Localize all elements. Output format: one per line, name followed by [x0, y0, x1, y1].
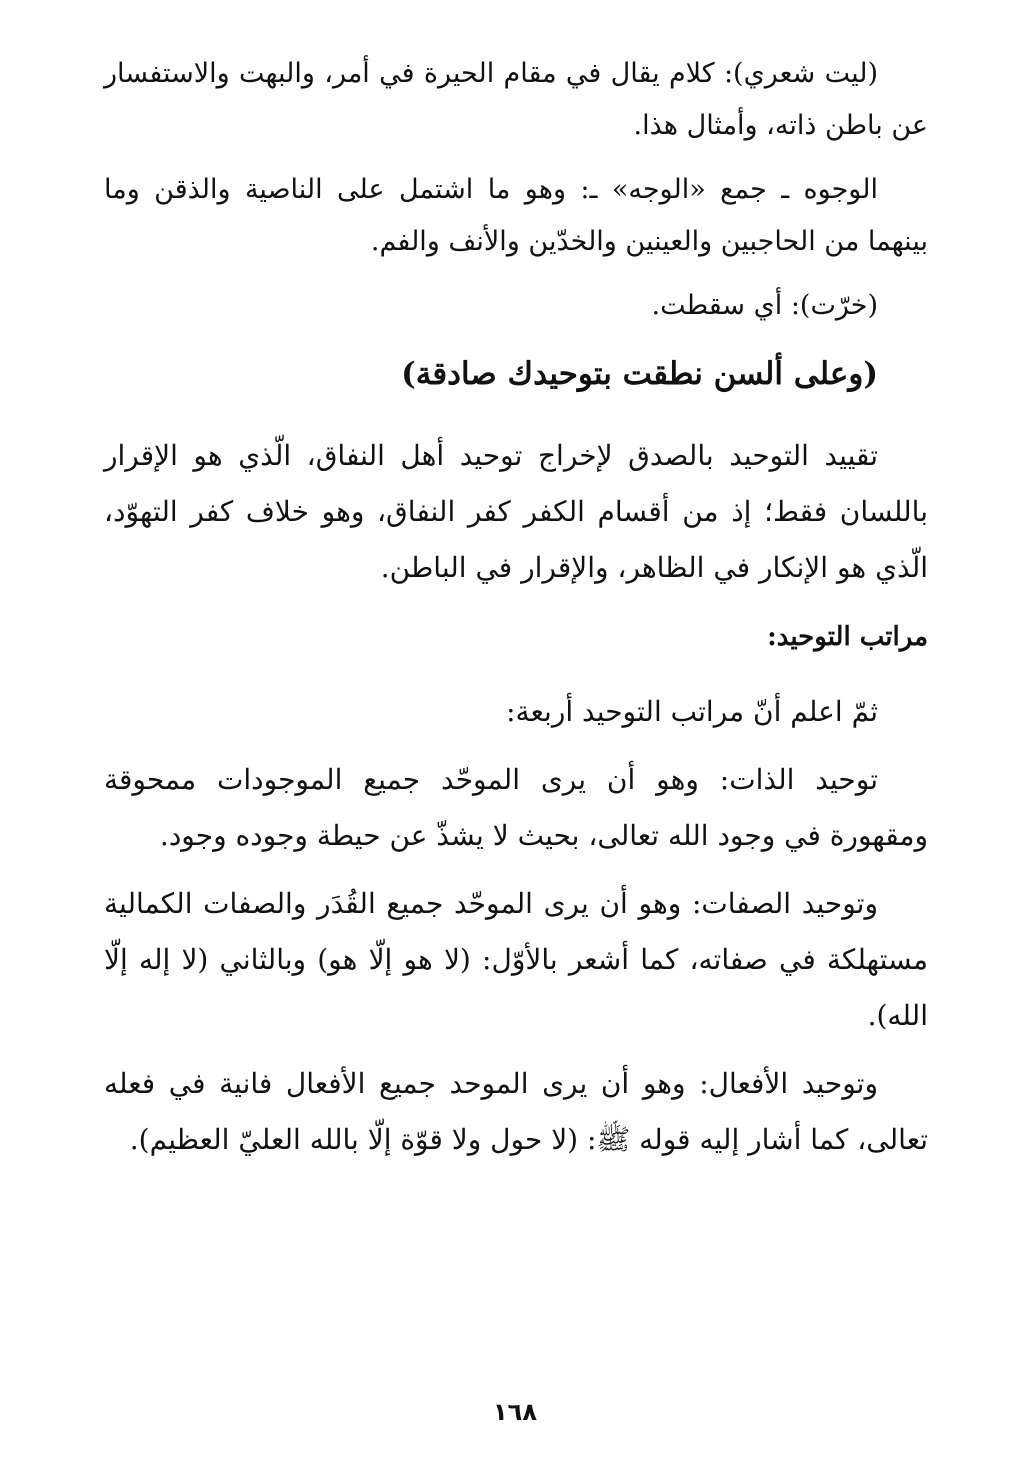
paragraph-layt-shiri: (ليت شعري): كلام يقال في مقام الحيرة في أمر، والبهت والاستفسار عن باطن ذاته، وأمثال هذا. — [104, 58, 928, 141]
paragraph-al-wujuh: الوجوه ـ جمع «الوجه» ـ: وهو ما اشتمل على الناصية والذقن وما بينهما من الحاجبين والعينين والخدّين والأنف والفم. — [104, 174, 928, 257]
paragraph-kharrat: (خرّت): أي سقطت. — [651, 290, 878, 321]
page-body — [104, 48, 928, 1180]
paragraph-tawhid-sifat: وتوحيد الصفات: وهو أن يرى الموحّد جميع القُدَر والصفات الكمالية مستهلكة في صفاته، كما أشعر بالأوّل: (لا هو إلّا هو) وبالثاني (لا إله إلّا الله). — [104, 887, 928, 1032]
paragraph-tawhid-afal: وتوحيد الأفعال: وهو أن يرى الموحد جميع الأفعال فانية في فعله تعالى، كما أشار إليه قوله ﷺ: (لا حول ولا قوّة إلّا بالله العليّ العظيم). — [104, 1067, 928, 1156]
paragraph-tawhid-dhat: توحيد الذات: وهو أن يرى الموحّد جميع الموجودات ممحوقة ومقهورة في وجود الله تعالى، بحيث لا يشذّ عن حيطة وجوده وجود. — [104, 763, 928, 852]
paragraph-arbaa: ثمّ اعلم أنّ مراتب التوحيد أربعة: — [506, 695, 878, 728]
paragraph-taqyid-tawhid: تقييد التوحيد بالصدق لإخراج توحيد أهل النفاق، الّذي هو الإقرار باللسان فقط؛ إذ من أقسام الكفر كفر النفاق، وهو خلاف كفر التهوّد، الّذي هو الإنكار في الظاهر، والإقرار في الباطن. — [104, 439, 928, 584]
section-title-maratib: مراتب التوحيد: — [767, 622, 928, 652]
verse-heading: (وعلى ألسن نطقت بتوحيدك صادقة) — [401, 356, 878, 392]
page-number: ١٦٨ — [493, 1398, 537, 1426]
